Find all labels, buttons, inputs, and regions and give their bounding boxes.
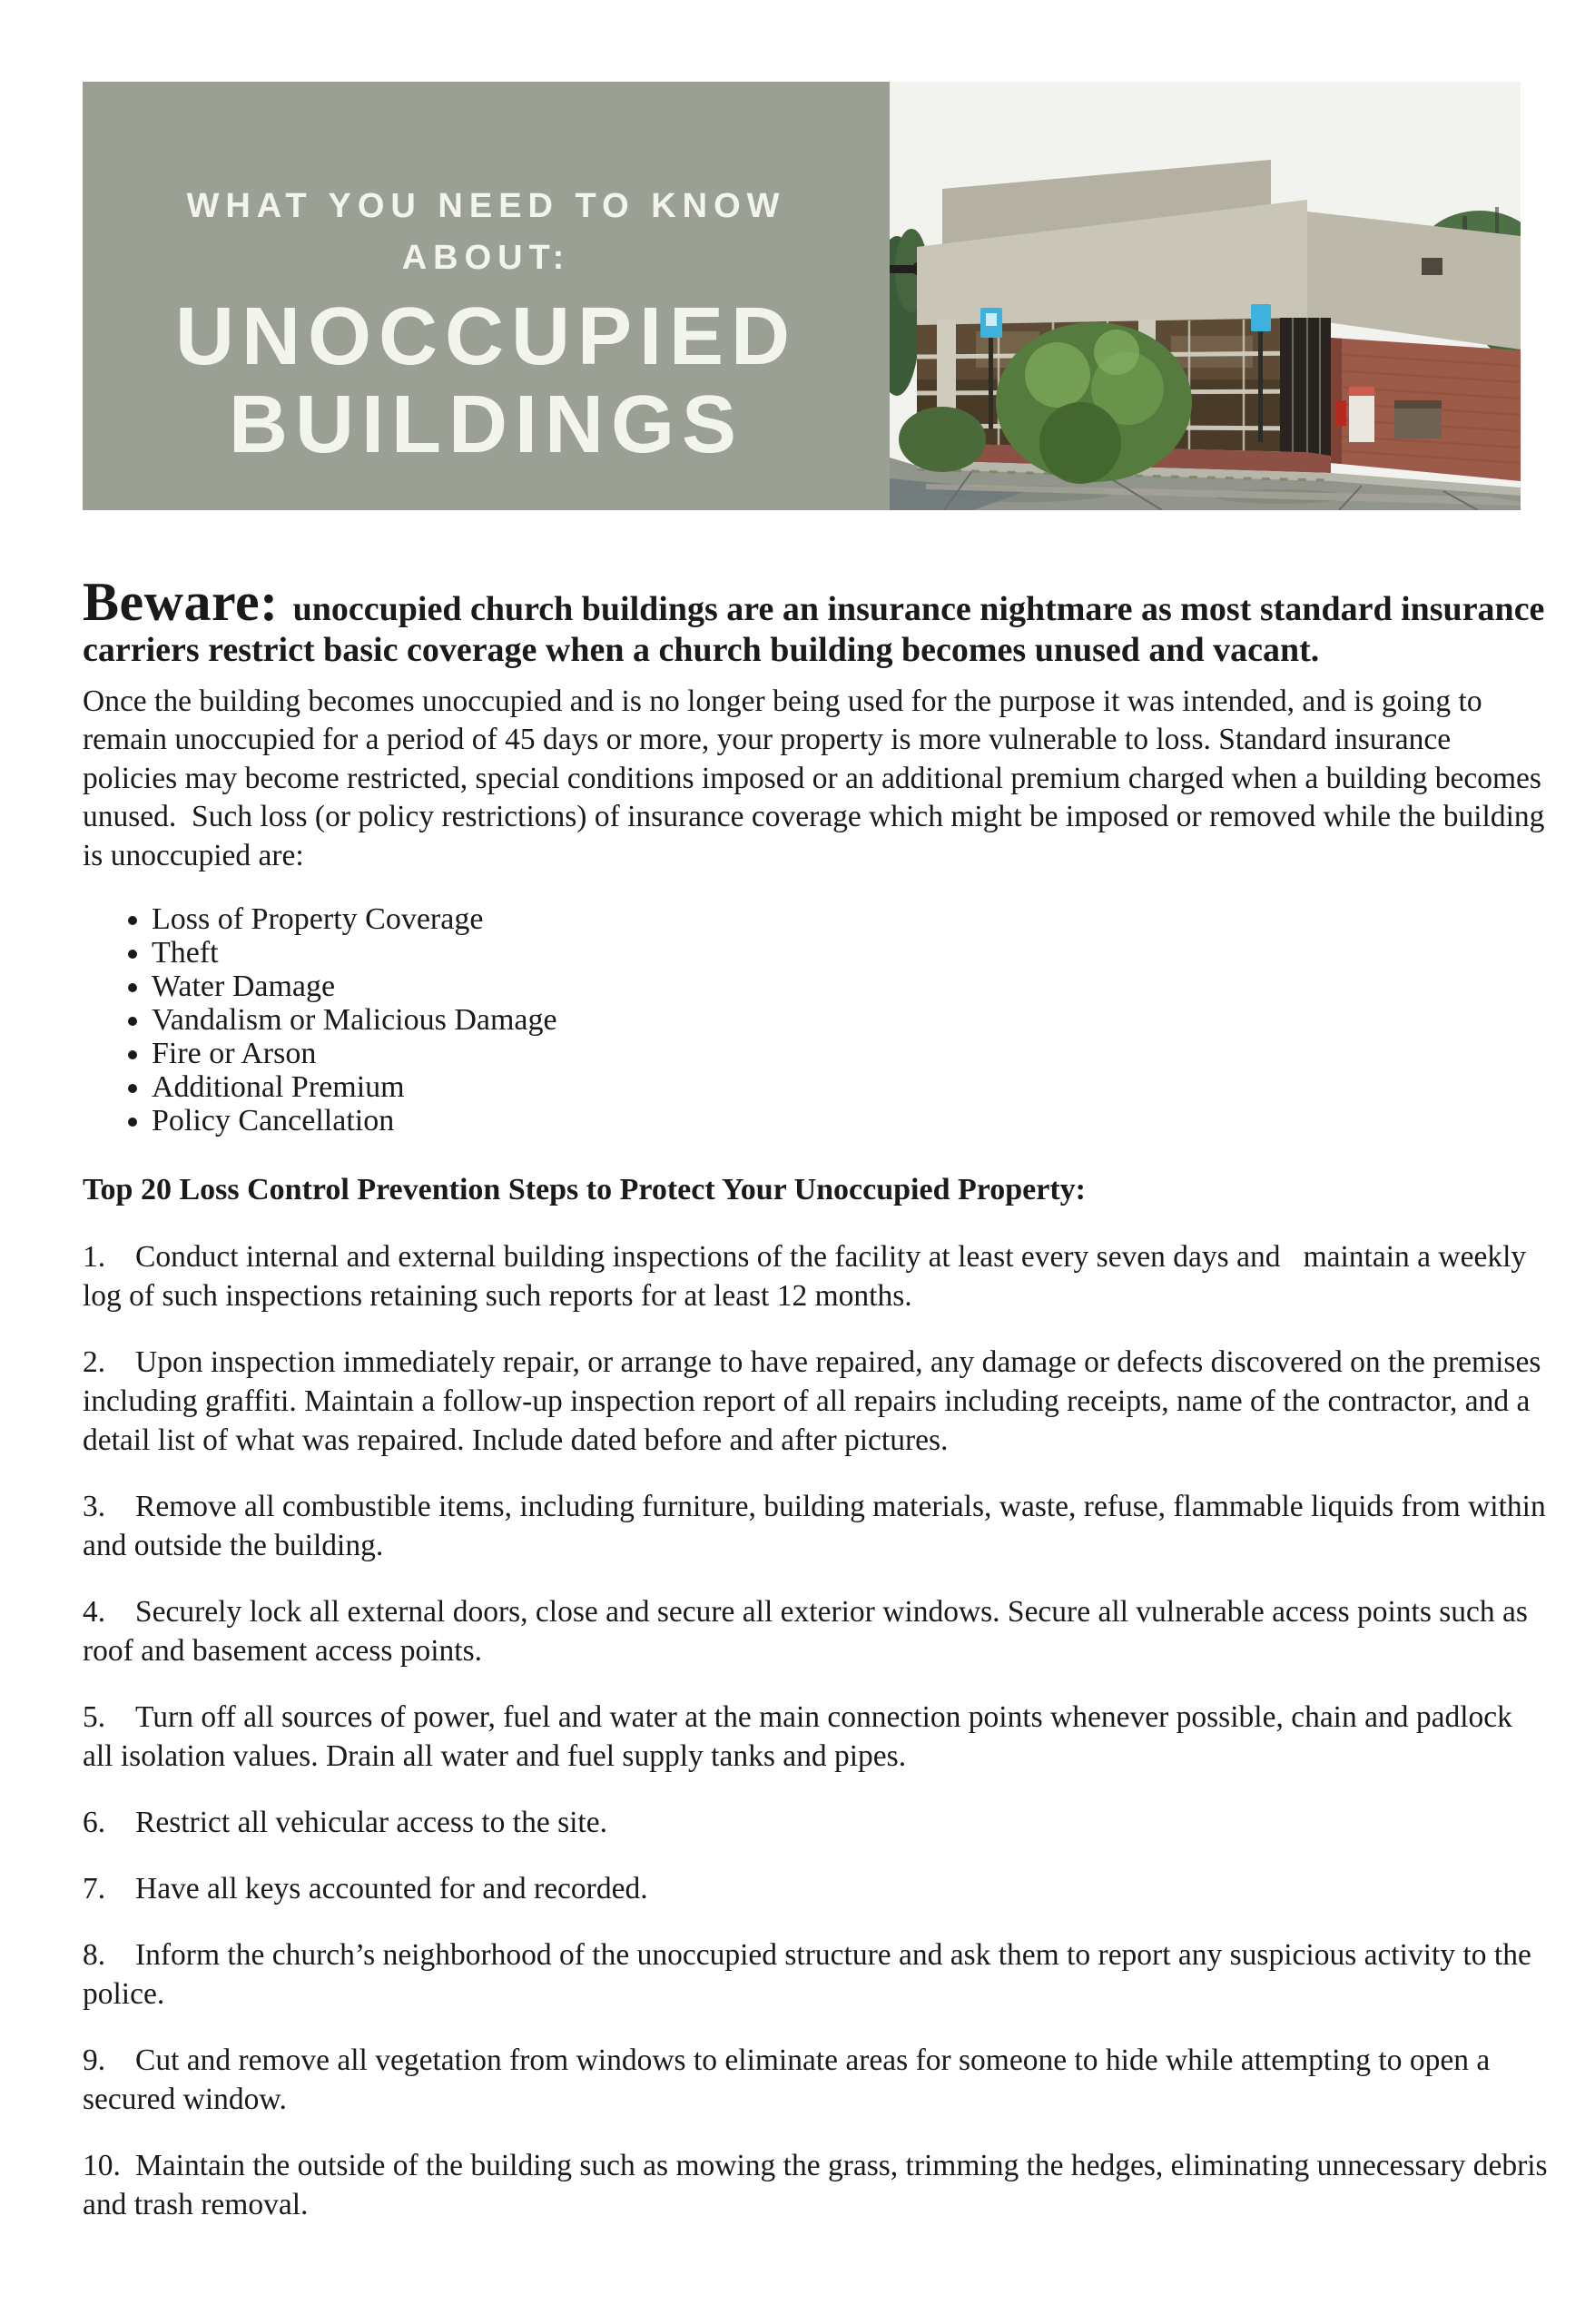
hero-banner bbox=[83, 82, 1521, 510]
step-number: 7. bbox=[83, 1872, 106, 1906]
step-text: Maintain the outside of the building such as mowing the grass, trimming the hedges, eliminating unnecessary debris and trash removal. bbox=[83, 2149, 1555, 2222]
hero-title bbox=[175, 293, 797, 468]
step-item bbox=[83, 1698, 1550, 1776]
hero-eyebrow bbox=[187, 181, 786, 284]
step-number: 5. bbox=[83, 1700, 106, 1735]
step-item bbox=[83, 1487, 1554, 1565]
step-text: Restrict all vehicular access to the site. bbox=[135, 1806, 607, 1840]
risk-item: • Loss of Property Coverage bbox=[152, 902, 1550, 936]
step-text: Inform the church’s neighborhood of the unoccupied structure and ask them to report any suspicious activity to the police. bbox=[83, 1938, 1540, 2012]
risk-item: • Fire or Arson bbox=[152, 1037, 1550, 1070]
step-text: Upon inspection immediately repair, or arrange to have repaired, any damage or defects discovered on the premises including graffiti. Maintain a follow-up inspection report of all repairs including receipts, name of the contractor, and a detail list of what was repaired. Include dated before and after pictures. bbox=[83, 1345, 1549, 1458]
hero-title-line1: UNOCCUPIED bbox=[174, 291, 798, 383]
step-item bbox=[83, 1237, 1550, 1315]
step-number: 6. bbox=[83, 1806, 106, 1840]
step-number: 3. bbox=[83, 1490, 106, 1524]
step-item bbox=[83, 2041, 1550, 2119]
risk-item: • Water Damage bbox=[152, 970, 1550, 1003]
risk-item: • Vandalism or Malicious Damage bbox=[152, 1003, 1550, 1037]
step-number: 9. bbox=[83, 2043, 106, 2078]
risk-list bbox=[83, 902, 1550, 1137]
step-number: 1. bbox=[83, 1240, 106, 1275]
hero-eyebrow-line1: WHAT YOU NEED TO KNOW bbox=[186, 187, 786, 226]
intro-paragraph: Once the building becomes unoccupied and is no longer being used for the purpose it was intended, and is going to remain unoccupied for a period of 45 days or more, your property is more vulnerable to loss. Standard insurance policies may become restricted, special conditions imposed or an additional premium charged when a building becomes unused. Such loss (or policy restrictions) of insurance coverage which might be imposed or removed while the building is unoccupied are: bbox=[83, 684, 1552, 872]
hero-title-line2: BUILDINGS bbox=[228, 379, 743, 470]
step-item bbox=[83, 1869, 1550, 1908]
steps-list bbox=[83, 1237, 1555, 2224]
step-text: Securely lock all external doors, close and secure all exterior windows. Secure all vulnerable access points such as roof and basement access points. bbox=[83, 1595, 1536, 1669]
step-number: 8. bbox=[83, 1938, 106, 1973]
hero-title-panel bbox=[83, 82, 890, 510]
step-number: 10. bbox=[83, 2149, 121, 2183]
step-number: 4. bbox=[83, 1595, 106, 1630]
beware-lead: Beware: bbox=[83, 572, 279, 632]
step-text: Cut and remove all vegetation from windows to eliminate areas for someone to hide while attempting to open a secured window. bbox=[83, 2043, 1498, 2117]
step-number: 2. bbox=[83, 1345, 106, 1380]
beware-bold-text: unoccupied church buildings are an insurance nightmare as most standard insurance carriers restrict basic coverage when a church building becomes unused and vacant. bbox=[83, 590, 1545, 669]
step-item bbox=[83, 1803, 1550, 1842]
step-item bbox=[83, 1935, 1550, 2014]
risk-item: • Policy Cancellation bbox=[152, 1104, 1550, 1137]
document-body bbox=[83, 572, 1555, 2224]
step-item bbox=[83, 1592, 1550, 1670]
step-text: Remove all combustible items, including furniture, building materials, waste, refuse, flammable liquids from within and outside the building. bbox=[83, 1490, 1554, 1563]
beware-paragraph bbox=[83, 572, 1550, 670]
step-text: Conduct internal and external building inspections of the facility at least every seven days and maintain a weekly log of such inspections retaining such reports for at least 12 months. bbox=[83, 1240, 1534, 1314]
step-text: Have all keys accounted for and recorded. bbox=[135, 1872, 648, 1906]
step-item bbox=[83, 1343, 1550, 1460]
risk-item: • Additional Premium bbox=[152, 1070, 1550, 1104]
step-item bbox=[83, 2146, 1555, 2224]
building-photo bbox=[890, 82, 1521, 510]
hero-eyebrow-line2: ABOUT: bbox=[401, 239, 571, 278]
step-text: Turn off all sources of power, fuel and water at the main connection points whenever possible, chain and padlock all isolation values. Drain all water and fuel supply tanks and pipes. bbox=[83, 1700, 1521, 1774]
steps-heading: Top 20 Loss Control Prevention Steps to Protect Your Unoccupied Property: bbox=[83, 1173, 1086, 1207]
risk-item: • Theft bbox=[152, 936, 1550, 970]
